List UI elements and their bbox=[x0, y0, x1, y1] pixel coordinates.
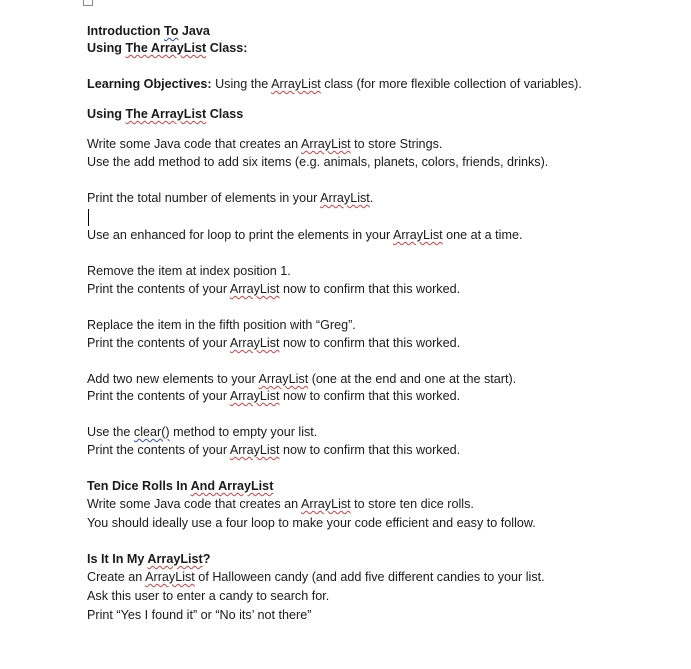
body-text: now to confirm that this worked. bbox=[279, 389, 461, 403]
body-text: (one at the end and one at the start). bbox=[308, 372, 517, 386]
body-text: Use an enhanced for loop to print the elements in your bbox=[87, 228, 393, 242]
body-text: now to confirm that this worked. bbox=[279, 336, 461, 350]
body-text: now to confirm that this worked. bbox=[279, 443, 461, 457]
spelling-flag: The ArrayList bbox=[125, 41, 207, 55]
title-text: Class: bbox=[206, 41, 248, 55]
spelling-flag: ArrayList bbox=[229, 336, 280, 350]
body-text: to store ten dice rolls. bbox=[350, 497, 474, 511]
section-heading-is-it-in-my-arraylist bbox=[87, 551, 677, 568]
instruction-line bbox=[87, 335, 677, 352]
learning-objectives bbox=[87, 76, 677, 93]
body-text: . bbox=[369, 191, 374, 205]
body-text: now to confirm that this worked. bbox=[279, 282, 461, 296]
empty-line-with-cursor[interactable] bbox=[87, 209, 677, 226]
section-heading-dice-rolls bbox=[87, 478, 677, 495]
instruction-line bbox=[87, 190, 677, 207]
body-text: class (for more flexible collection of variables). bbox=[320, 77, 582, 91]
instruction-line: Ask this user to enter a candy to search for. bbox=[87, 589, 330, 603]
body-text: Print the total number of elements in your bbox=[87, 191, 321, 205]
spelling-flag: ArrayList bbox=[300, 497, 351, 511]
section-heading-using-arraylist bbox=[87, 106, 677, 123]
spelling-flag: ArrayList bbox=[147, 552, 203, 566]
spelling-flag: ArrayList bbox=[392, 228, 443, 242]
body-text: Print the contents of your bbox=[87, 336, 230, 350]
spelling-flag: ArrayList bbox=[229, 443, 280, 457]
spelling-flag: The ArrayList bbox=[125, 107, 207, 121]
grammar-flag: clear() bbox=[133, 425, 170, 439]
heading-text: Using bbox=[87, 107, 126, 121]
instruction-line bbox=[87, 388, 677, 405]
body-text: Write some Java code that creates an bbox=[87, 137, 301, 151]
objectives-label: Learning Objectives: bbox=[87, 77, 212, 91]
heading-text: Is It In My bbox=[87, 552, 148, 566]
heading-text: Class bbox=[206, 107, 244, 121]
text-cursor bbox=[88, 209, 89, 226]
body-text: Print the contents of your bbox=[87, 282, 230, 296]
body-text: Add two new elements to your bbox=[87, 372, 259, 386]
instruction-line bbox=[87, 569, 677, 586]
instruction-line bbox=[87, 227, 677, 244]
grammar-flag: To bbox=[163, 24, 179, 38]
instruction-line: You should ideally use a four loop to make your code efficient and easy to follow. bbox=[87, 516, 536, 530]
title-text: Java bbox=[178, 24, 210, 38]
instruction-line bbox=[87, 496, 677, 513]
title-line-2 bbox=[87, 40, 677, 57]
spelling-flag: ArrayList bbox=[145, 570, 195, 584]
body-text: Print the contents of your bbox=[87, 389, 230, 403]
title-line-1 bbox=[87, 23, 677, 40]
spelling-flag: ArrayList bbox=[229, 389, 280, 403]
spelling-flag: ArrayList bbox=[258, 372, 309, 386]
document-body[interactable] bbox=[87, 23, 677, 624]
body-text: Use the bbox=[87, 425, 134, 439]
instruction-line bbox=[87, 371, 677, 388]
body-text: Using the bbox=[211, 77, 272, 91]
spelling-flag: ArrayList bbox=[320, 191, 370, 205]
instruction-line bbox=[87, 281, 677, 298]
body-text: method to empty your list. bbox=[169, 425, 318, 439]
spelling-flag: ArrayList bbox=[271, 77, 321, 91]
spelling-flag: ArrayList bbox=[229, 282, 280, 296]
instruction-line bbox=[87, 136, 677, 153]
instruction-line: Remove the item at index position 1. bbox=[87, 264, 291, 278]
heading-text: ? bbox=[202, 552, 211, 566]
body-text: Write some Java code that creates an bbox=[87, 497, 301, 511]
title-text: Using bbox=[87, 41, 126, 55]
title-text: Introduction bbox=[87, 24, 164, 38]
spelling-flag: ArrayList bbox=[300, 137, 351, 151]
heading-text: Ten Dice Rolls In bbox=[87, 479, 191, 493]
body-text: Create an bbox=[87, 570, 146, 584]
instruction-line: Use the add method to add six items (e.g. animals, planets, colors, friends, drinks). bbox=[87, 155, 549, 169]
page-corner-marker bbox=[83, 0, 93, 6]
body-text: of Halloween candy (and add five different candies to your list. bbox=[194, 570, 545, 584]
instruction-line: Replace the item in the fifth position with “Greg”. bbox=[87, 318, 356, 332]
instruction-line bbox=[87, 424, 677, 441]
instruction-line bbox=[87, 442, 677, 459]
body-text: Print the contents of your bbox=[87, 443, 230, 457]
instruction-line: Print “Yes I found it” or “No its’ not there” bbox=[87, 608, 312, 622]
body-text: one at a time. bbox=[442, 228, 523, 242]
body-text: to store Strings. bbox=[350, 137, 443, 151]
spelling-flag: And ArrayList bbox=[190, 479, 274, 493]
